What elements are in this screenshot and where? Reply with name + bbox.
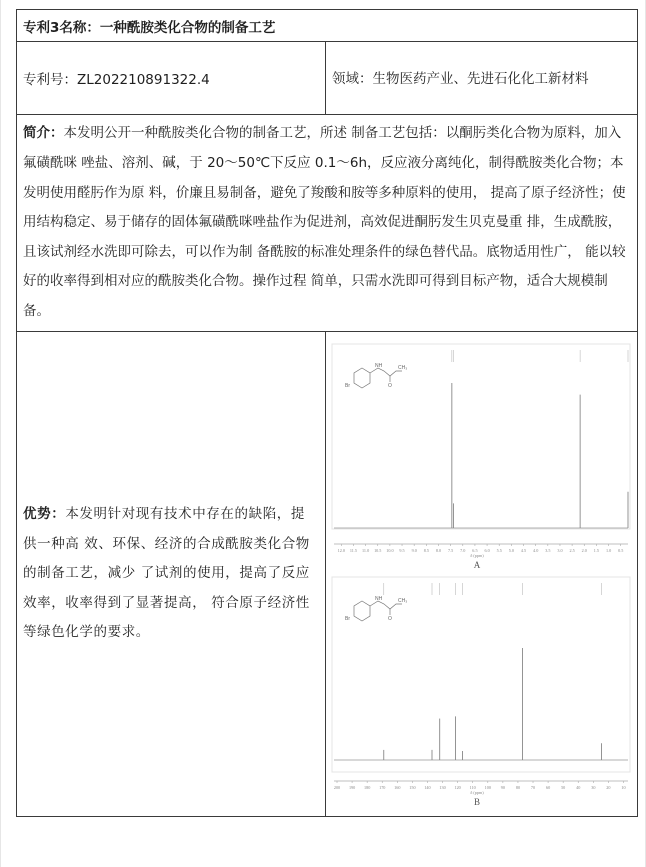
x-tick-label: 1.0: [605, 548, 612, 553]
x-tick-label: 120: [454, 785, 461, 790]
spectrum-frame: [332, 577, 630, 772]
x-tick-label: 0.5: [618, 548, 624, 553]
x-tick-label: 110: [469, 785, 476, 790]
x-tick-label: 6.5: [472, 548, 478, 553]
nmr-spectrum-b: [326, 575, 636, 816]
advantage-label: 优势：: [23, 506, 66, 523]
figure-caption: A: [473, 560, 481, 570]
x-tick-label: 10.0: [386, 548, 394, 553]
x-tick-label: 7.5: [448, 548, 454, 553]
x-tick-label: 4.5: [520, 548, 527, 553]
x-tick-label: 9.0: [411, 548, 417, 553]
nh-label: NH: [375, 363, 383, 369]
x-tick-label: 90: [500, 785, 505, 790]
patent-title-label: 专利3名称：: [23, 19, 100, 36]
ch3-label: CH₃: [398, 365, 408, 371]
patent-number: ZL202210891322.4: [77, 72, 210, 88]
x-tick-label: 8.0: [435, 548, 442, 553]
x-tick-label: 10.5: [374, 548, 382, 553]
x-tick-label: 2.5: [569, 548, 575, 553]
bromine-label: Br: [345, 383, 350, 389]
x-tick-label: 4.0: [533, 548, 539, 553]
x-tick-label: 3.0: [557, 548, 563, 553]
x-tick-label: 7.0: [460, 548, 466, 553]
spectra-cell: [326, 332, 638, 817]
x-tick-label: 150: [409, 785, 416, 790]
x-axis-label: δ (ppm): [470, 553, 484, 558]
summary-label: 简介：: [23, 125, 64, 142]
x-tick-label: 5.0: [508, 548, 514, 553]
patent-number-cell: [17, 42, 326, 115]
patent-field-cell: [326, 42, 638, 115]
x-tick-label: 2.0: [581, 548, 587, 553]
x-tick-label: 8.5: [423, 548, 429, 553]
x-tick-label: 5.5: [496, 548, 502, 553]
x-tick-label: 140: [424, 785, 431, 790]
x-tick-label: 80: [515, 785, 521, 790]
x-tick-label: 130: [439, 785, 446, 790]
ch3-label: CH₃: [398, 598, 408, 604]
x-axis-label: δ (ppm): [470, 790, 484, 795]
patent-table: [16, 9, 638, 817]
x-tick-label: 180: [364, 785, 371, 790]
x-tick-label: 160: [394, 785, 401, 790]
bromine-label: Br: [345, 616, 350, 622]
x-tick-label: 11.0: [361, 548, 370, 553]
x-tick-label: 70: [530, 785, 536, 790]
x-tick-label: 60: [545, 785, 551, 790]
advantage-text: 本发明针对现有技术中存在的缺陷，提供一种高 效、环保、经济的合成酰胺类化合物的制备工艺，减少 了试剂的使用，提高了反应效率，收率得到了显著提高， 符合原子经济性等绿色化学的要求。: [23, 506, 310, 641]
x-tick-label: 200: [333, 785, 341, 790]
figure-caption: B: [473, 797, 481, 807]
patent-title-cell: [17, 10, 638, 42]
spectrum-frame: [332, 344, 630, 529]
patent-advantage-cell: [17, 332, 326, 817]
x-tick-label: 170: [379, 785, 386, 790]
x-tick-label: 30: [591, 785, 596, 790]
x-tick-label: 3.5: [545, 548, 551, 553]
patent-field-label: 领域：: [332, 70, 373, 87]
oxygen-label: O: [388, 616, 392, 622]
summary-text: 本发明公开一种酰胺类化合物的制备工艺，所述 制备工艺包括：以酮肟类化合物为原料，加入氟磺酰咪 唑盐、溶剂、碱，于 20～50℃下反应 0.1～6h，反应液分离纯化，制得酰胺类化合物；本发明使用醛肟作为原 料，价廉且易制备，避免了羧酸和胺等多种原料的使用， 提高了原子经济性；使用结构稳定、易于储存的固体氟磺酰咪唑盐作为促进剂，高效促进酮肟发生贝克曼重 排，生成酰胺，且该试剂经水洗即可除去，可以作为制 备酰胺的标准处理条件的绿色替代品。底物适用性广， 能以较好的收率得到相对应的酰胺类化合物。操作过程 简单，只需水洗即可得到目标产物，适合大规模制备。: [23, 125, 626, 319]
patent-number-label: 专利号：: [23, 72, 77, 88]
x-tick-label: 40: [576, 785, 581, 790]
oxygen-label: O: [388, 383, 392, 389]
x-tick-label: 20: [606, 785, 611, 790]
nmr-spectrum-a: [326, 332, 636, 575]
patent-field: 生物医药产业、先进石化化工新材料: [372, 70, 589, 87]
x-tick-label: 6.0: [484, 548, 490, 553]
x-tick-label: 11.5: [349, 548, 358, 553]
patent-title: 一种酰胺类化合物的制备工艺: [99, 19, 276, 36]
x-tick-label: 10: [621, 785, 626, 790]
x-tick-label: 50: [561, 785, 566, 790]
patent-summary-cell: [17, 115, 638, 332]
x-tick-label: 100: [484, 785, 491, 790]
nh-label: NH: [375, 596, 383, 602]
x-tick-label: 9.5: [399, 548, 405, 553]
x-tick-label: 190: [348, 785, 356, 790]
page-edge: [0, 0, 1, 867]
x-tick-label: 12.0: [337, 548, 345, 553]
x-tick-label: 1.5: [593, 548, 600, 553]
